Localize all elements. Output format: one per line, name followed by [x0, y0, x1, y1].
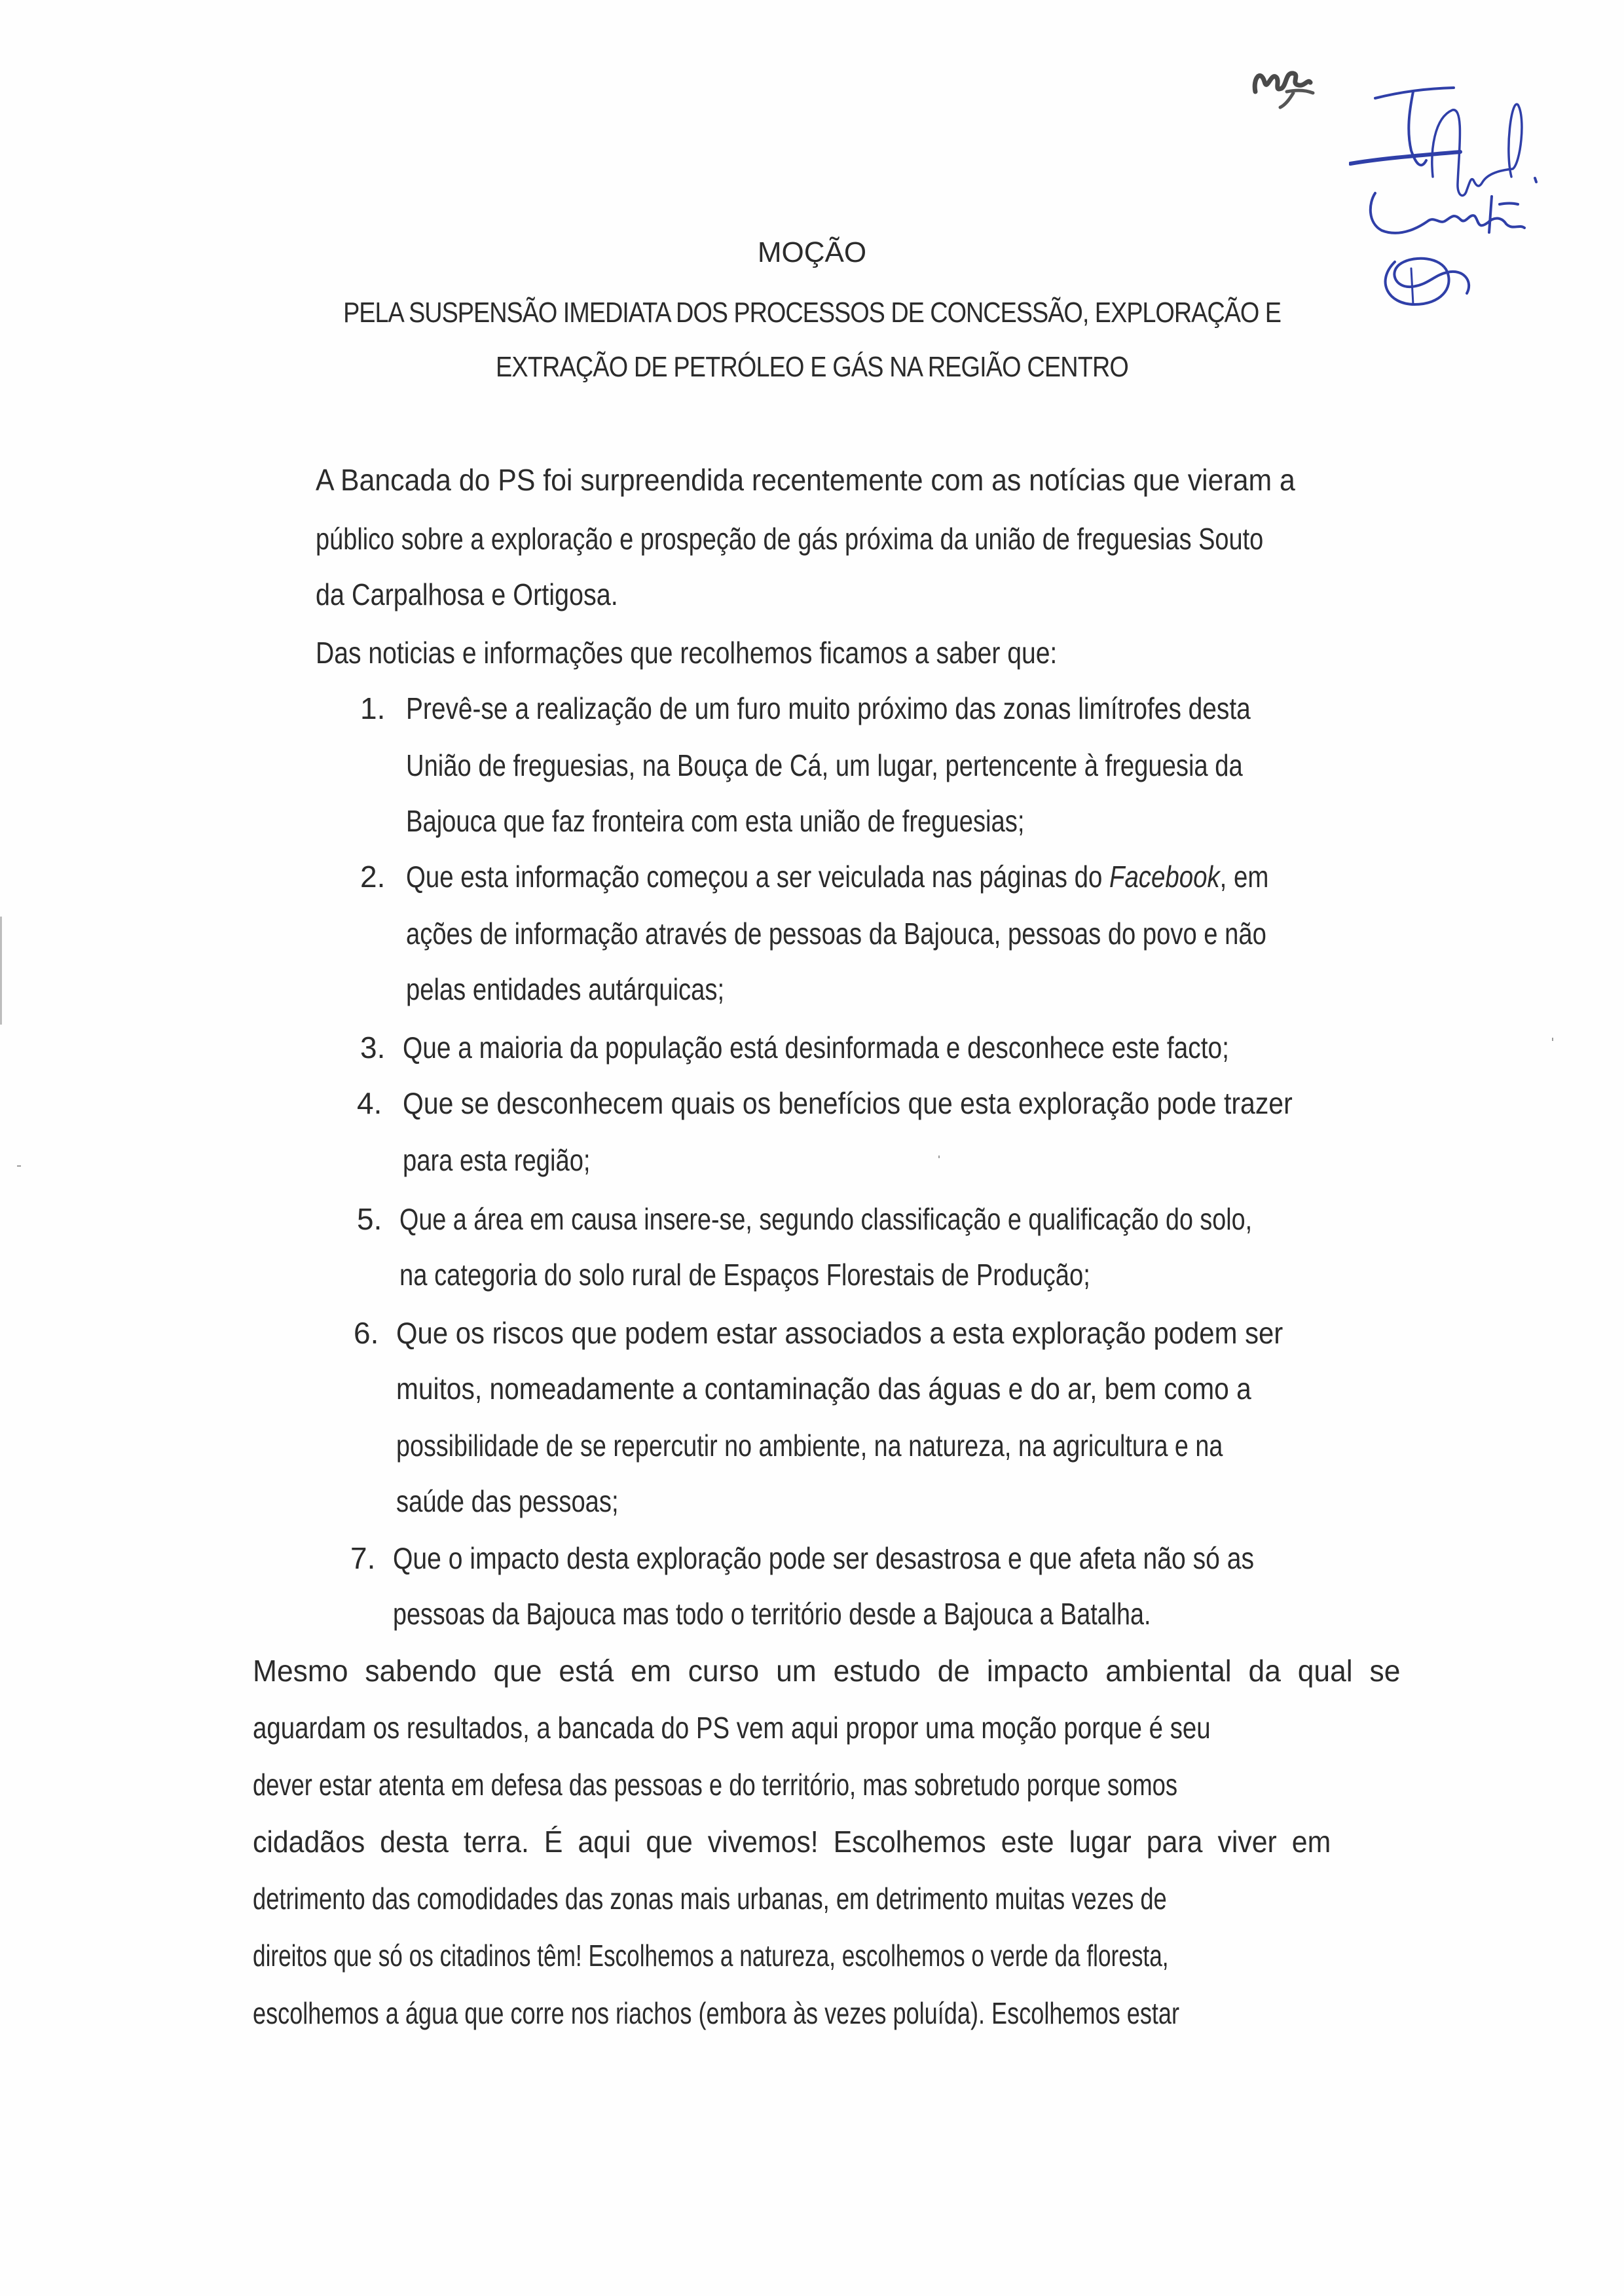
document-title-line-1: PELA SUSPENSÃO IMEDIATA DOS PROCESSOS DE CONCESSÃO, EXPLORAÇÃO E: [343, 297, 1281, 329]
list-item-line: saúde das pessoas;: [396, 1484, 619, 1518]
scan-edge-mark: [0, 917, 2, 1025]
list-number: 2.: [360, 860, 386, 894]
closing-line-3: dever estar atenta em defesa das pessoas e do território, mas sobretudo porque somos: [253, 1768, 1178, 1802]
handwritten-signature: [1349, 79, 1598, 314]
list-item-line: Que se desconhecem quais os benefícios que esta exploração pode trazer: [403, 1086, 1293, 1120]
list-item-line: Que a maioria da população está desinformada e desconhece este facto;: [403, 1030, 1229, 1065]
document-heading: MOÇÃO: [757, 236, 867, 268]
list-item-line: Que o impacto desta exploração pode ser desastrosa e que afeta não só as: [393, 1541, 1255, 1575]
scan-speck: [17, 1165, 21, 1167]
list-item-line: Que esta informação começou a ser veiculada nas páginas do Facebook, em: [406, 860, 1269, 894]
closing-line-7: escolhemos a água que corre nos riachos (embora às vezes poluída). Escolhemos estar: [253, 1996, 1180, 2030]
list-item-line: Que os riscos que podem estar associados a esta exploração podem ser: [396, 1316, 1283, 1350]
list-number: 1.: [360, 691, 386, 725]
closing-line-2: aguardam os resultados, a bancada do PS vem aqui propor uma moção porque é seu: [253, 1711, 1211, 1745]
intro-line-2: público sobre a exploração e prospeção de gás próxima da união de freguesias Souto: [316, 522, 1264, 556]
list-number: 7.: [350, 1541, 376, 1575]
closing-line-5: detrimento das comodidades das zonas mais urbanas, em detrimento muitas vezes de: [253, 1882, 1167, 1916]
list-item-line: muitos, nomeadamente a contaminação das águas e do ar, bem como a: [396, 1372, 1251, 1406]
scan-speck: [938, 1156, 940, 1158]
list-item-line: Que a área em causa insere-se, segundo classificação e qualificação do solo,: [399, 1202, 1253, 1236]
list-item-line: para esta região;: [403, 1143, 591, 1177]
intro-line-3: da Carpalhosa e Ortigosa.: [316, 577, 618, 611]
document-title-line-2: EXTRAÇÃO DE PETRÓLEO E GÁS NA REGIÃO CENTRO: [496, 351, 1128, 383]
closing-line-6: direitos que só os citadinos têm! Escolhemos a natureza, escolhemos o verde da floresta,: [253, 1939, 1169, 1973]
scan-speck: [1552, 1038, 1553, 1041]
list-item-line: na categoria do solo rural de Espaços Florestais de Produção;: [399, 1258, 1090, 1292]
list-item-line: pessoas da Bajouca mas todo o território desde a Bajouca a Batalha.: [393, 1597, 1151, 1631]
intro-line-1: A Bancada do PS foi surpreendida recentemente com as notícias que vieram a: [316, 463, 1295, 497]
list-number: 6.: [354, 1316, 379, 1350]
list-number: 4.: [357, 1086, 382, 1120]
facebook-emphasis: Facebook: [1109, 860, 1220, 894]
list-item-line: Prevê-se a realização de um furo muito próximo das zonas limítrofes desta: [406, 691, 1251, 725]
list-item-line: pelas entidades autárquicas;: [406, 972, 725, 1006]
closing-line-4: cidadãos desta terra. É aqui que vivemos! Escolhemos este lugar para viver em: [253, 1825, 1331, 1859]
handwritten-initials: [1247, 52, 1320, 111]
list-intro: Das noticias e informações que recolhemos ficamos a saber que:: [316, 636, 1058, 670]
list-item-line: possibilidade de se repercutir no ambiente, na natureza, na agricultura e na: [396, 1429, 1223, 1463]
list-item-line: ações de informação através de pessoas da Bajouca, pessoas do povo e não: [406, 917, 1266, 951]
list-number: 5.: [357, 1202, 382, 1236]
list-number: 3.: [360, 1030, 386, 1065]
list-item-line: Bajouca que faz fronteira com esta união de freguesias;: [406, 804, 1025, 838]
list-item-line: União de freguesias, na Bouça de Cá, um lugar, pertencente à freguesia da: [406, 748, 1243, 782]
closing-line-1: Mesmo sabendo que está em curso um estudo de impacto ambiental da qual se: [253, 1654, 1401, 1688]
